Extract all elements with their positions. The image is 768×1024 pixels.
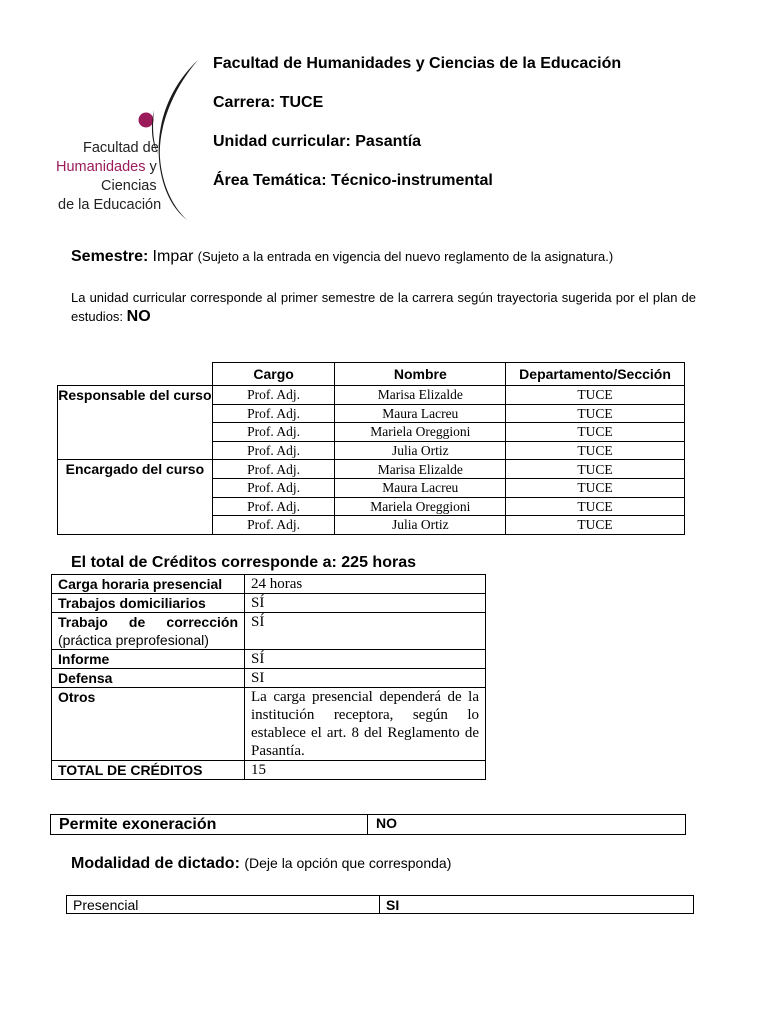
cell-departamento: TUCE	[506, 478, 685, 497]
credits-title: El total de Créditos corresponde a: 225 horas	[71, 554, 416, 571]
cell-nombre: Mariela Oreggioni	[335, 423, 506, 442]
table-row	[51, 815, 686, 835]
logo-line-4: de la Educación	[58, 197, 162, 213]
cell-nombre: Julia Ortiz	[335, 441, 506, 460]
cell-cargo: Prof. Adj.	[212, 404, 335, 423]
cell-nombre: Marisa Elizalde	[335, 460, 506, 479]
table-row	[52, 669, 486, 688]
header-departamento: Departamento/Sección	[506, 363, 685, 386]
cell-cargo: Prof. Adj.	[212, 478, 335, 497]
table-row	[52, 688, 486, 761]
unit-title: Unidad curricular: Pasantía	[213, 133, 422, 150]
faculty-title: Facultad de Humanidades y Ciencias de la Educación	[213, 55, 622, 72]
logo-humanidades: Humanidades	[56, 159, 146, 175]
credit-label-cell	[52, 613, 245, 650]
semester-note: (Sujeto a la entrada en vigencia del nuevo reglamento de la asignatura.)	[197, 249, 614, 264]
credit-sublabel: (práctica preprofesional)	[58, 632, 209, 648]
semester-line	[71, 248, 613, 266]
credit-value: SÍ	[245, 594, 486, 613]
cell-cargo: Prof. Adj.	[212, 516, 335, 535]
area-title: Área Temática: Técnico-instrumental	[213, 172, 493, 189]
table-row	[67, 896, 694, 914]
role-responsable: Responsable del curso	[58, 386, 213, 460]
logo-y: y	[149, 159, 157, 175]
credit-value: SÍ	[245, 650, 486, 669]
header-nombre: Nombre	[335, 363, 506, 386]
cell-nombre: Maura Lacreu	[335, 478, 506, 497]
credits-table	[51, 574, 486, 780]
modality-note: (Deje la opción que corresponda)	[244, 855, 452, 871]
first-semester-answer: NO	[126, 308, 151, 325]
credit-label: Defensa	[52, 669, 245, 688]
cell-departamento: TUCE	[506, 423, 685, 442]
credit-label: Trabajos domiciliarios	[52, 594, 245, 613]
faculty-logo	[50, 58, 200, 223]
cell-cargo: Prof. Adj.	[212, 460, 335, 479]
credit-label: Trabajo de corrección	[58, 614, 238, 630]
table-row	[58, 460, 685, 479]
cell-departamento: TUCE	[506, 441, 685, 460]
first-semester-paragraph	[71, 288, 696, 326]
credit-label: Informe	[52, 650, 245, 669]
cell-cargo: Prof. Adj.	[212, 497, 335, 516]
modality-line	[71, 855, 451, 873]
career-title: Carrera: TUCE	[213, 94, 324, 111]
exoneration-value: NO	[368, 815, 686, 835]
exoneration-label: Permite exoneración	[51, 815, 368, 835]
modality-value: SI	[380, 896, 694, 914]
table-row	[52, 650, 486, 669]
staff-table	[57, 362, 685, 535]
semester-value: Impar	[152, 248, 194, 265]
exoneration-table	[50, 814, 686, 835]
cell-nombre: Marisa Elizalde	[335, 386, 506, 405]
credit-value: SÍ	[245, 613, 486, 650]
first-semester-text: La unidad curricular corresponde al primer semestre de la carrera según trayectoria sugerida por el plan de estudios:	[71, 290, 696, 324]
modality-table	[66, 895, 694, 914]
cell-cargo: Prof. Adj.	[212, 423, 335, 442]
table-row	[52, 594, 486, 613]
cell-departamento: TUCE	[506, 516, 685, 535]
cell-cargo: Prof. Adj.	[212, 441, 335, 460]
cell-departamento: TUCE	[506, 386, 685, 405]
modality-label: Modalidad de dictado:	[71, 855, 240, 872]
cell-nombre: Mariela Oreggioni	[335, 497, 506, 516]
cell-departamento: TUCE	[506, 497, 685, 516]
cell-nombre: Maura Lacreu	[335, 404, 506, 423]
header-cargo: Cargo	[212, 363, 335, 386]
table-row	[58, 386, 685, 405]
credit-label: TOTAL DE CRÉDITOS	[52, 761, 245, 780]
table-row	[52, 575, 486, 594]
role-encargado: Encargado del curso	[58, 460, 213, 534]
table-row	[52, 761, 486, 780]
staff-header-row	[58, 363, 685, 386]
credit-value: SI	[245, 669, 486, 688]
modality-option: Presencial	[67, 896, 380, 914]
logo-line-1: Facultad de	[83, 140, 159, 156]
cell-departamento: TUCE	[506, 460, 685, 479]
cell-departamento: TUCE	[506, 404, 685, 423]
table-row	[52, 613, 486, 650]
semester-label: Semestre:	[71, 248, 149, 265]
credit-value: La carga presencial dependerá de la institución receptora, según lo establece el art. 8 del Reglamento de Pasantía.	[245, 688, 486, 761]
credit-label: Otros	[52, 688, 245, 761]
staff-header-blank	[58, 363, 213, 386]
cell-cargo: Prof. Adj.	[212, 386, 335, 405]
logo-line-3: Ciencias	[101, 178, 157, 194]
credit-value: 15	[245, 761, 486, 780]
cell-nombre: Julia Ortiz	[335, 516, 506, 535]
credit-label: Carga horaria presencial	[52, 575, 245, 594]
logo-line-2	[56, 158, 157, 177]
credit-value: 24 horas	[245, 575, 486, 594]
